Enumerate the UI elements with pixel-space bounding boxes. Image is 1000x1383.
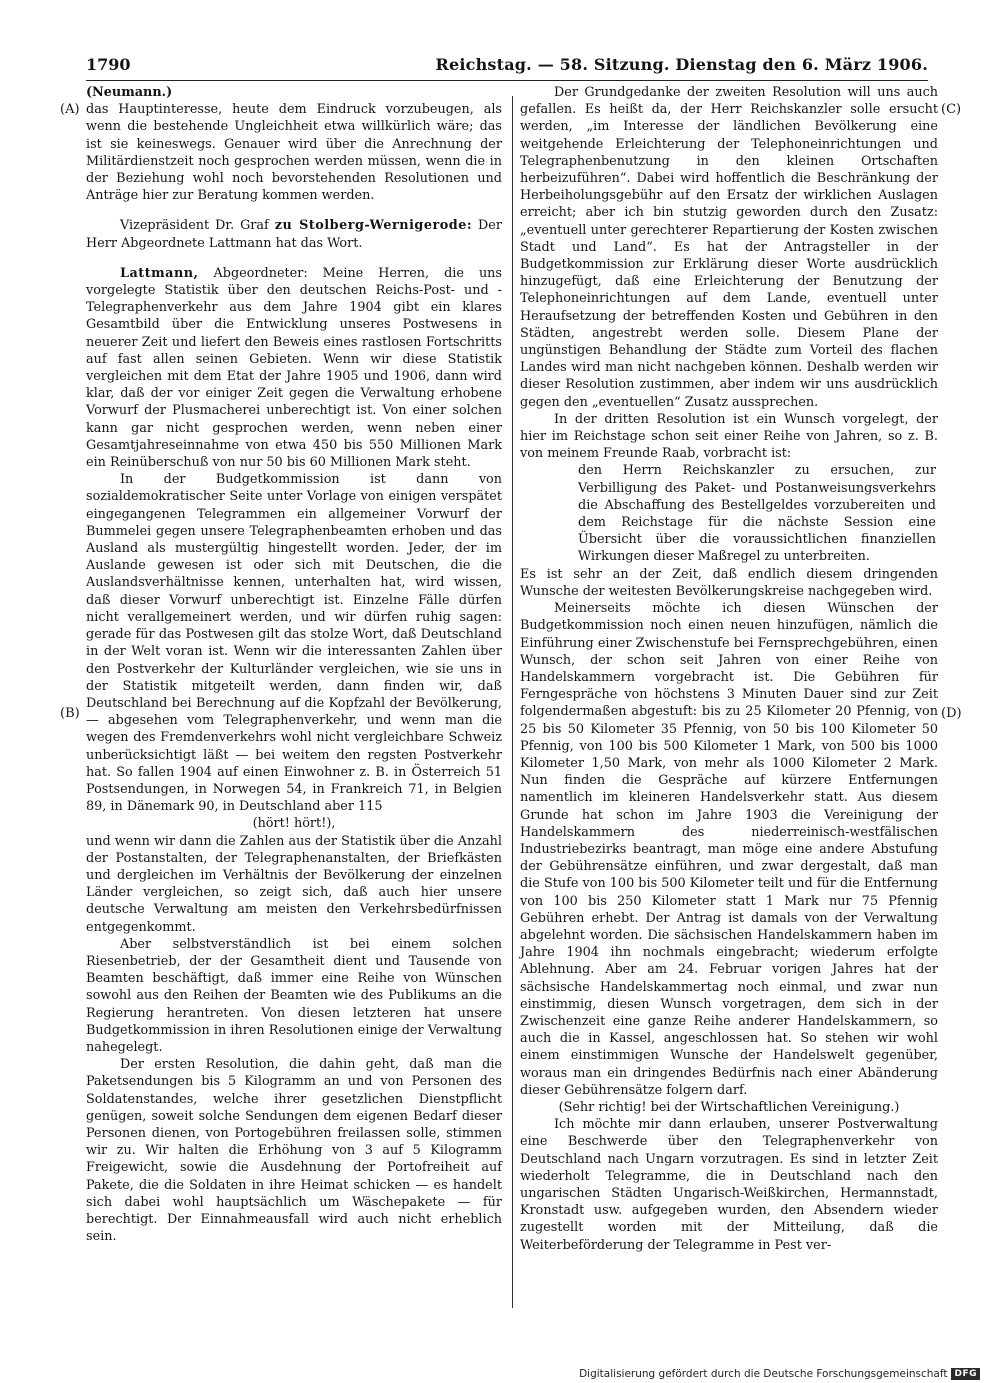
column-divider [512,96,513,1308]
paragraph: In der Budgetkommission ist dann von sozialdemokratischer Seite unter Vorlage von einigen verspätet eingegangenen Telegrammen ein allgemeiner Vorwurf der Bummelei gegen unsere Telegraphenbeamten erhoben und das Ausland als mustergültig hingestellt worden. Jeder, der im Auslande gewesen ist oder sich mit Deutschen, die die Auslandsverhältnisse kennen, unterhalten hat, wird wissen, daß dieser Vorwurf unberechtigt ist. Einzelne Fälle dürfen nicht verallgemeinert werden, und wir dürfen ruhig sagen: gerade für das Postwesen gilt das stolze Wort, daß Deutschland in der Welt voran ist. Wenn wir die interessanten Zahlen über den Postverkehr der Kulturländer vergleichen, wie sie uns in der Statistik mitgeteilt werden, dann finden wir, daß Deutschland bei Berechnung auf die Kopfzahl der Bevölkerung, — abgesehen vom Telegraphenverkehr, und wenn man die wegen des Fremdenverkehrs wohl nicht vergleichbare Schweiz unberücksichtigt läßt — bei weitem den regsten Postverkehr hat. So fallen 1904 auf einen Einwohner z. B. in Österreich 51 Postsendungen, in Norwegen 54, in Frankreich 71, in Belgien 89, in Dänemark 90, in Deutschland aber 115 [86,472,502,815]
margin-marker-d: (D) [941,706,962,721]
margin-marker-c: (C) [941,102,962,117]
paragraph: In der dritten Resolution ist ein Wunsch vorgelegt, der hier im Reichstage schon seit einer Reihe von Jahren, so z. B. von meinem Freunde Raab, vorbracht ist: [520,411,938,462]
interjection: (Sehr richtig! bei der Wirtschaftlichen Vereinigung.) [558,1099,900,1115]
header-rule [86,80,928,81]
running-title: Reichstag. — 58. Sitzung. Dienstag den 6. März 1906. [435,55,928,74]
speech-text: Abgeordneter: Meine Herren, die uns vorgelegte Statistik über den deutschen Reichs-Post- und -Telegraphenverkehr aus dem Jahre 1904 gibt ein klares Gesamtbild über die Entwicklung unseres Postwesens in neuerer Zeit und liefert den Beweis eines rastlosen Fortschritts auf fast allen seinen Gebieten. Wenn wir diese Statistik vergleichen mit dem Etat der Jahre 1905 und 1906, dann wird klar, daß der vor einiger Zeit gegen die Verwaltung erhobene Vorwurf der Plusmacherei unberechtigt ist. Von einer solchen kann gar nicht gesprochen werden, wenn neben einer Gesamtjahreseinnahme von etwa 450 bis 550 Millionen Mark ein Reinüberschuß von nur 50 bis 60 Millionen Mark steht. [86,265,502,471]
right-column [520,84,938,1254]
paragraph: Meinerseits möchte ich diesen Wünschen der Budgetkommission noch einen neuen hinzufügen, nämlich die Einführung einer Zwischenstufe bei Fernsprechgebühren, einen Wunsch, der schon seit Jahren von einer Reihe von Handelskammern vorgebracht ist. Die Gebühren für Ferngespräche von höchstens 3 Minuten Dauer sind zur Zeit folgendermaßen abgestuft: bis zu 25 Kilometer 20 Pfennig, von 25 bis 50 Kilometer 35 Pfennig, von 50 bis 100 Kilometer 50 Pfennig, von 100 bis 500 Kilometer 1 Mark, von 500 bis 1000 Kilometer 1,50 Mark, von mehr als 1000 Kilometer 2 Mark. Nun finden die Gespräche auf kürzere Entfernungen namentlich im kleineren Handelsverkehr statt. Aus diesem Grunde hat schon im Jahre 1903 die Vereinigung der Handelskammern des niederreinisch-westfälischen Industriebezirks beantragt, man möge eine andere Abstufung der Gebührensätze einführen, und zwar dergestalt, daß man die Stufe von 100 bis 500 Kilometer teilt und für die Entfernung von 100 bis 250 Kilometer statt 1 Mark nur 75 Pfennig Gebühren erhebt. Der Antrag ist damals von der Verwaltung abgelehnt worden. Die sächsischen Handelskammern haben im Jahre 1904 ihn nochmals eingebracht; wiederum erfolgte Ablehnung. Aber am 24. Februar vorigen Jahres hat der sächsische Handelskammertag noch einmal, und zwar nun einstimmig, diesen Wunsch vorgetragen, dem sich in der Zwischenzeit eine ganze Reihe anderer Handelskammern, so auch die in Kassel, angeschlossen hat. So stehen wir wohl einem einstimmigen Wunsche der Handelswelt gegenüber, woraus man ein dringendes Bedürfnis nach einer Abänderung dieser Gebührensätze folgern darf. [520,601,938,1098]
paragraph: Der Grundgedanke der zweiten Resolution will uns auch gefallen. Es heißt da, der Herr Reichskanzler solle ersucht werden, „im Interesse der ländlichen Bevölkerung eine weitgehende Erleichterung der Telephoneinrichtungen und Telegraphenbenutzung in den kleinen Ortschaften herbeizuführen“. Dabei wird hoffentlich die Beschränkung der Herbeiholungsgebühr auf den Ersatz der wirklichen Auslagen erreicht; aber ich bin stutzig geworden durch den Zusatz: „eventuell unter gerechterer Repartierung der Kosten zwischen Stadt und Land“. Es hat der Antragsteller in der Budgetkommission zur Erklärung dieser Worte ausdrücklich hinzugefügt, daß eine Erleichterung der Benutzung der Telephoneinrichtungen auf dem Lande, eventuell unter Heraufsetzung der betreffenden Kosten und Gebühren in den Städten, angestrebt werden solle. Diesem Plane der ungünstigen Behandlung der Städte zum Vorteil des flachen Landes wird man nicht nachgeben können. Deshalb werden wir dieser Resolution zustimmen, aber indem wir uns ausdrücklich gegen den „eventuellen“ Zusatz aussprechen. [520,85,938,410]
speaker-tag: (Neumann.) [86,85,173,100]
paragraph: das Hauptinteresse, heute dem Eindruck vorzubeugen, als wenn die bestehende Ungleichheit etwa willkürlich wäre; das ist sie keineswegs. Genauer wird über die Anrechnung der Militärdienstzeit noch gesprochen werden müssen, wenn die in der Beziehung wohl noch bevorstehenden Resolutionen und Anträge hier zur Beratung kommen werden. [86,102,502,204]
speaker-name: Lattmann, [120,265,199,281]
footer-text: Digitalisierung gefördert durch die Deutsche Forschungsgemeinschaft [579,1368,948,1380]
page-number: 1790 [86,55,131,74]
page-header [86,52,928,78]
vice-president-text: Der Herr Abgeordnete Lattmann hat das Wort. [86,218,502,251]
margin-marker-b: (B) [60,706,80,721]
interjection: (hört! hört!), [252,816,336,832]
speech-opening [86,265,502,471]
paragraph: Aber selbstverständlich ist bei einem solchen Riesenbetrieb, der der Gesamtheit dient und Tausende von Beamten beschäftigt, daß immer eine Reihe von Wünschen sowohl aus den Reihen der Beamten wie des Publikums an die Regierung herantreten. Von diesen letzteren hat unsere Budgetkommission in ihren Resolutionen einige der Verwaltung nahegelegt. [86,936,502,1055]
resolution-quote: den Herrn Reichskanzler zu ersuchen, zur Verbilligung des Paket- und Postanweisungsverkehrs die Abschaffung des Bestellgeldes vorzubereiten und dem Reichstage für die nächste Session eine Übersicht über die voraussichtlichen finanziellen Wirkungen dieser Maßregel zu unterbreiten. [578,463,936,565]
paragraph: und wenn wir dann die Zahlen aus der Statistik über die Anzahl der Postanstalten, der Telegraphenanstalten, der Briefkästen und dergleichen im Verhältnis der Bevölkerung der einzelnen Länder vergleichen, so zeigt sich, daß auch hier unsere deutsche Verwaltung am meisten den Verkehrsbedürfnissen entgegenkommt. [86,833,502,935]
paragraph: Es ist sehr an der Zeit, daß endlich diesem dringenden Wunsche der weitesten Bevölkerungskreise nachgegeben wird. [520,566,938,599]
vice-president-title: Vizepräsident Dr. Graf [120,218,275,234]
dfg-logo: DFG [951,1368,980,1380]
footer-credit [579,1366,980,1382]
vice-president-remark [86,217,502,251]
left-column [86,84,502,1245]
margin-marker-a: (A) [60,102,80,117]
vice-president-name: zu Stolberg-Wernigerode: [274,218,473,234]
paragraph: Ich möchte mir dann erlauben, unserer Postverwaltung eine Beschwerde über den Telegraphenverkehr von Deutschland nach Ungarn vorzutragen. Es sind in letzter Zeit wiederholt Telegramme, die in Deutschland nach den ungarischen Städten Ungarisch-Weißkirchen, Hermannstadt, Kronstadt usw. aufgegeben wurden, den Absendern wieder zugestellt worden mit der Mitteilung, daß die Weiterbeförderung der Telegramme in Pest ver- [520,1117,938,1253]
paragraph: Der ersten Resolution, die dahin geht, daß man die Paketsendungen bis 5 Kilogramm an und von Personen des Soldatenstandes, welche ihrer gesetzlichen Dienstpflicht genügen, soweit solche Sendungen dem eigenen Bedarf dieser Personen dienen, von Portogebühren freilassen solle, stimmen wir zu. Wir halten die Erhöhung von 3 auf 5 Kilogramm Freigewicht, sowie die Ausdehnung der Portofreiheit auf Pakete, die die Soldaten in ihre Heimat schicken — es handelt sich dabei wohl hauptsächlich um Wäschepakete — für berechtigt. Der Einnahmeausfall wird auch nicht erheblich sein. [86,1057,502,1245]
